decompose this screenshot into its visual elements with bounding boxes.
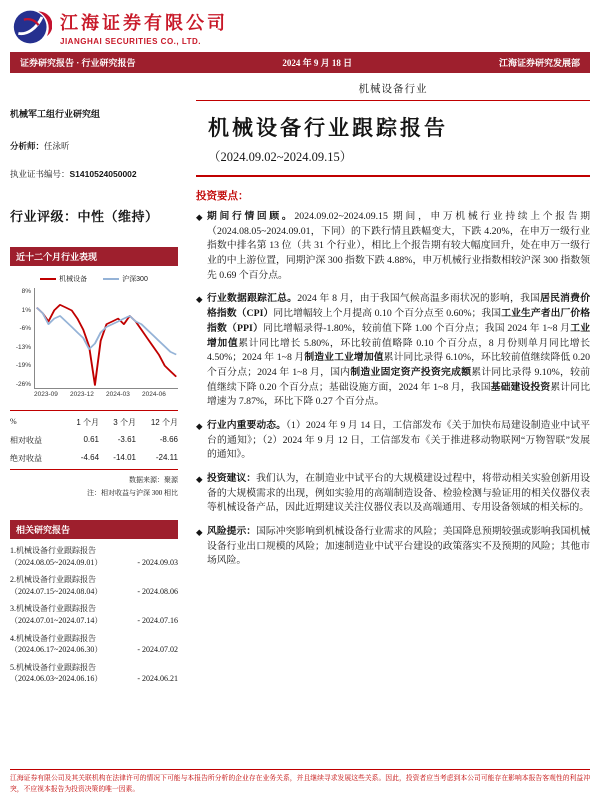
banner-report-type: 证券研究报告 · 行业研究报告 [20,58,136,68]
row-label: 相对收益 [10,435,42,445]
license-line [10,168,178,180]
cell-value: -24.11 [155,452,178,462]
summary-bullet-market-review [196,210,590,283]
cell-value: -3.61 [117,434,136,444]
bullet-body: 2024 年 8 月，由于我国气候高温多雨状况的影响，我国居民消费价格指数（CPI）同比增幅较上个月提高 0.10 个百分点至 0.60%；我国工业生产者出厂价格指数（PPI）同比增幅录得-1.80%，较前值下降 1.00 个百分点；我国 2024 年 1~8 月工业增加值累计同比增长 5.80%，环比较前值略降 0.10 个百分点，8 月份则单月同比增长 4.50%；2024 年 1~8 月制造业工业增加值累计同比录得 6.10%，环比较前值继续降低 0.20 个百分点；2024 年 1~8 月，国内制造业固定资产投资完成额累计同比录得 9.10%，较前值继续下降 0.20 个百分点；基础设施方面，2024 年 1~8 月，我国基础建设投资累计同比增速为 7.87%，环比下降 0.27 个百分点。 [207,293,591,408]
performance-section-header: 近十二个月行业表现 [10,247,178,266]
col-header: 1 个月 [76,417,100,427]
list-item [10,574,178,597]
industry-rating: 行业评级：中性（维持） [10,209,159,224]
blue-line-swatch-icon [103,278,119,280]
bullet-body: 国际冲突影响到机械设备行业需求的风险；美国降息预期较强或影响我国机械设备行业出口规模的风险；加速制造业中试平台建设的政策落实不及预期的风险；其他市场风险。 [207,526,591,567]
col-header: % [10,416,17,426]
analyst-name: 任泳昕 [44,141,70,151]
x-tick: 2024-06 [142,391,166,398]
bullet-body: 2024.09.02~2024.09.15 期间，申万机械行业持续上个报告期（2024.08.05~2024.09.01，下同）的下跌行情且跌幅变大，下跌 4.20%，在申万一级行业指数中排名第 13 位（共 31 个行业），相比上个报告期有较大幅度回升，处在申万一级行业的中上游位置，同期沪深 300 指数下跌 4.88%，申万机械行业指数相较沪深 300 指数领先 0.69 个百分点。 [207,211,591,281]
list-item [10,545,178,568]
bullet-lead: 期间行情回顾。 [207,211,295,222]
summary-bullet-industry-data [196,292,590,410]
license-label: 执业证书编号： [10,169,70,179]
report-date: - 2024.09.03 [137,557,178,567]
red-line-swatch-icon [40,278,56,280]
report-title: 1.机械设备行业跟踪报告 [10,546,96,555]
table-row [10,431,178,449]
row-label: 绝对收益 [10,453,42,463]
report-date: - 2024.07.16 [137,615,178,625]
disclaimer-footer: 江海证券有限公司及其关联机构在法律许可的情况下可能与本报告所分析的企业存在业务关系，并且继续寻求发展这些关系。因此，投资者应当考虑到本公司可能存在影响本报告客观性的利益冲突，不应视本报告为投资决策的唯一因素。 [10,769,590,795]
cell-value: -4.64 [80,452,100,462]
company-logo-icon [12,7,52,47]
cell-value: -8.66 [159,434,178,444]
research-group: 机械军工组行业研究组 [10,109,101,119]
report-meta [10,586,178,598]
banner-department: 江海证券研究发展部 [498,58,580,68]
summary-bullet-investment-advice [196,472,590,516]
report-period: （2024.06.17~2024.06.30） [10,645,103,655]
main-content [178,73,590,578]
x-tick: 2023-09 [34,391,58,398]
y-tick: -6% [19,325,31,333]
company-logo [12,7,588,47]
performance-table [10,410,178,470]
chart-plot-area [34,288,178,389]
page-header [0,0,600,47]
legend-item-hs300 [103,274,148,284]
diamond-bullet-icon: ◆ [196,420,203,431]
summary-bullet-risk-warning [196,525,590,569]
title-divider [196,175,590,177]
page-title: 机械设备行业跟踪报告 [208,116,448,140]
x-tick: 2024-03 [106,391,130,398]
y-tick: 8% [21,288,31,295]
report-meta [10,673,178,685]
bullet-lead: 投资建议： [207,473,257,484]
chart-x-axis [10,391,178,398]
chart-y-axis [10,288,34,388]
x-tick: 2023-12 [70,391,94,398]
analyst-label: 分析师： [10,141,45,151]
y-tick: -26% [15,380,31,388]
cell-value: 0.61 [83,434,100,444]
banner-date: 2024 年 9 月 18 日 [282,58,353,68]
data-source-note: 数据来源：聚源 [129,476,178,484]
report-date: - 2024.08.06 [137,586,178,596]
report-date: - 2024.06.21 [137,674,178,684]
legend-label-hs300: 沪深300 [122,276,148,283]
industry-label: 机械设备行业 [196,81,590,101]
col-header: 12 个月 [150,417,178,427]
report-title: 2.机械设备行业跟踪报告 [10,575,96,585]
y-tick: -19% [15,362,31,370]
report-type-banner [10,52,590,73]
analyst-line [10,140,178,152]
report-date: - 2024.07.02 [137,645,178,655]
y-tick: -13% [15,343,31,351]
left-sidebar [10,73,178,685]
table-row [10,449,178,467]
legend-label-machinery: 机械设备 [59,276,88,283]
list-item [10,603,178,626]
related-reports-header: 相关研究报告 [10,520,178,539]
diamond-bullet-icon: ◆ [196,212,203,222]
content-columns [0,73,600,685]
diamond-bullet-icon: ◆ [196,474,203,484]
company-name-cn: 江海证券有限公司 [60,13,228,33]
list-item [10,633,178,656]
performance-chart [10,288,178,389]
cell-value: -14.01 [113,452,136,462]
report-meta [10,644,178,656]
bullet-body: （1）2024 年 9 月 14 日，工信部发布《关于加快布局建设制造业中试平台的通知》；（2）2024 年 9 月 12 日，工信部发布《关于推进移动物联网“万物智联”发展的通知》。 [207,419,591,461]
y-tick: 1% [21,306,31,314]
report-period: （2024.07.15~2024.08.04） [10,586,103,596]
table-header-row [10,413,178,431]
report-title: 3.机械设备行业跟踪报告 [10,604,96,614]
report-period: （2024.09.02~2024.09.15） [208,150,353,164]
bullet-body: 我们认为，在制造业中试平台的大规模建设过程中，将带动相关实验创新用设备的大规模需求的出现，例如实验用的高端制造设备、检验检测与验证用的相关仪器仪表等机械设备产品，因此近期建议关注仪器仪表以及高端通用、专用设备领域的相关标的。 [207,473,591,514]
report-title: 4.机械设备行业跟踪报告 [10,633,96,643]
legend-item-machinery [40,274,87,284]
report-period: （2024.06.03~2024.06.16） [10,674,103,684]
summary-bullet-industry-news [196,419,590,463]
report-period: （2024.08.05~2024.09.01） [10,557,103,567]
report-period: （2024.07.01~2024.07.14） [10,615,103,625]
company-name-en: JIANGHAI SECURITIES CO., LTD. [60,37,202,46]
bullet-lead: 行业数据跟踪汇总。 [207,293,298,305]
license-number: S1410524050002 [69,169,137,179]
diamond-bullet-icon: ◆ [196,527,203,538]
diamond-bullet-icon: ◆ [196,294,203,305]
bullet-lead: 风险提示： [207,526,257,538]
report-meta [10,557,178,569]
relative-return-note: 注：相对收益与沪深 300 相比 [87,489,178,497]
company-name-block [60,9,228,46]
chart-legend [10,274,178,284]
report-meta [10,615,178,627]
bullet-lead: 行业内重要动态。 [207,419,287,431]
col-header: 3 个月 [113,417,136,427]
summary-heading: 投资要点： [196,191,249,202]
summary-bullets [196,210,590,569]
related-reports-list [10,545,178,685]
report-title: 5.机械设备行业跟踪报告 [10,662,96,672]
list-item [10,662,178,685]
